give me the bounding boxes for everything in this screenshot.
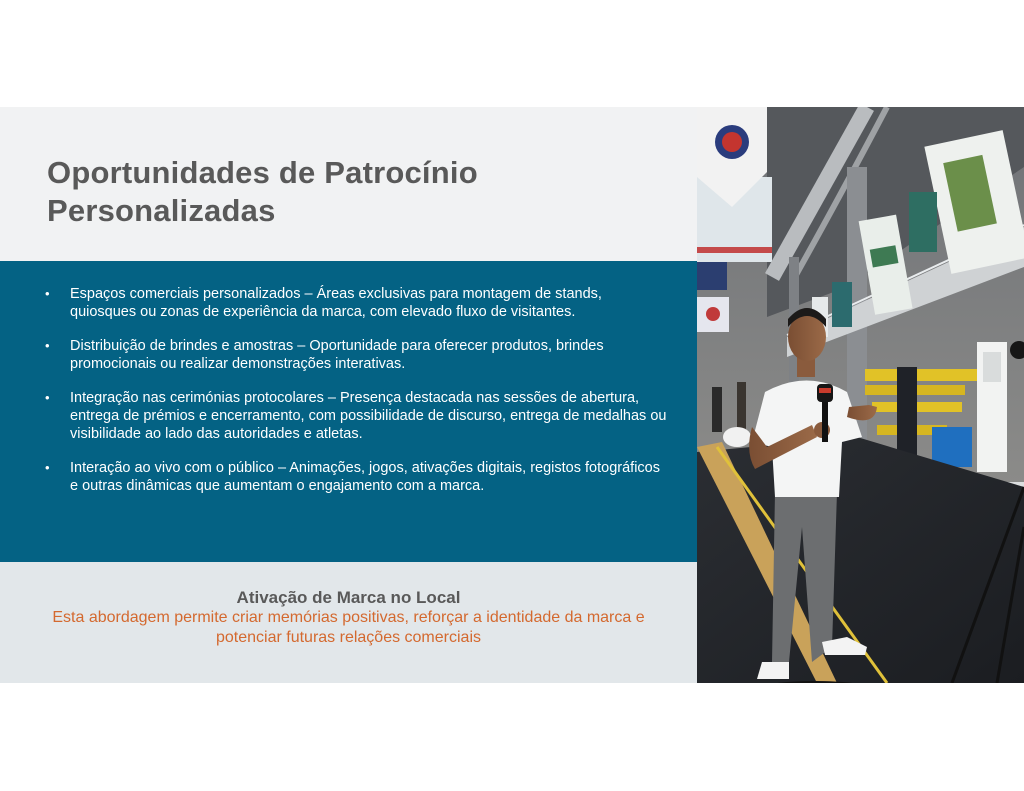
bullet-item: [45, 337, 670, 373]
bullet-text: Interação ao vivo com o público – Animações, jogos, ativações digitais, registos fotográficos e outras dinâmicas que aumentam o engajamento com a marca.: [70, 460, 660, 494]
summary-heading: Ativação de Marca no Local: [236, 588, 461, 607]
bullet-text: Espaços comerciais personalizados – Áreas exclusivas para montagem de stands, quiosques ou zonas de experiência da marca, com elevado fluxo de visitantes.: [70, 286, 602, 320]
summary-panel: [0, 562, 697, 683]
bullet-text: Integração nas cerimónias protocolares – Presença destacada nas sessões de abertura, entrega de prémios e encerramento, com possibilidade de discurso, entrega de medalhas ou visibilidade ao lado das autoridades e atletas.: [70, 390, 667, 442]
sports-hall-photo-image: [697, 107, 1024, 683]
summary-text: Esta abordagem permite criar memórias positivas, reforçar a identidade da marca e potenciar futuras relações comerciais: [52, 609, 645, 646]
bullet-list: [45, 285, 670, 511]
slide: [0, 107, 1024, 683]
bullets-panel: [0, 261, 697, 562]
title-band: [0, 107, 697, 261]
event-photo: [697, 107, 1024, 683]
bullet-item: [45, 389, 670, 443]
bullet-marker: •: [45, 338, 50, 353]
bullet-marker: •: [45, 460, 50, 475]
bullet-marker: •: [45, 286, 50, 301]
bullet-marker: •: [45, 390, 50, 405]
bullet-item: [45, 459, 670, 495]
slide-title: Oportunidades de Patrocínio Personalizadas: [47, 155, 478, 228]
bullet-item: [45, 285, 670, 321]
bullet-text: Distribuição de brindes e amostras – Oportunidade para oferecer produtos, brindes promocionais ou realizar demonstrações interativas.: [70, 338, 604, 372]
